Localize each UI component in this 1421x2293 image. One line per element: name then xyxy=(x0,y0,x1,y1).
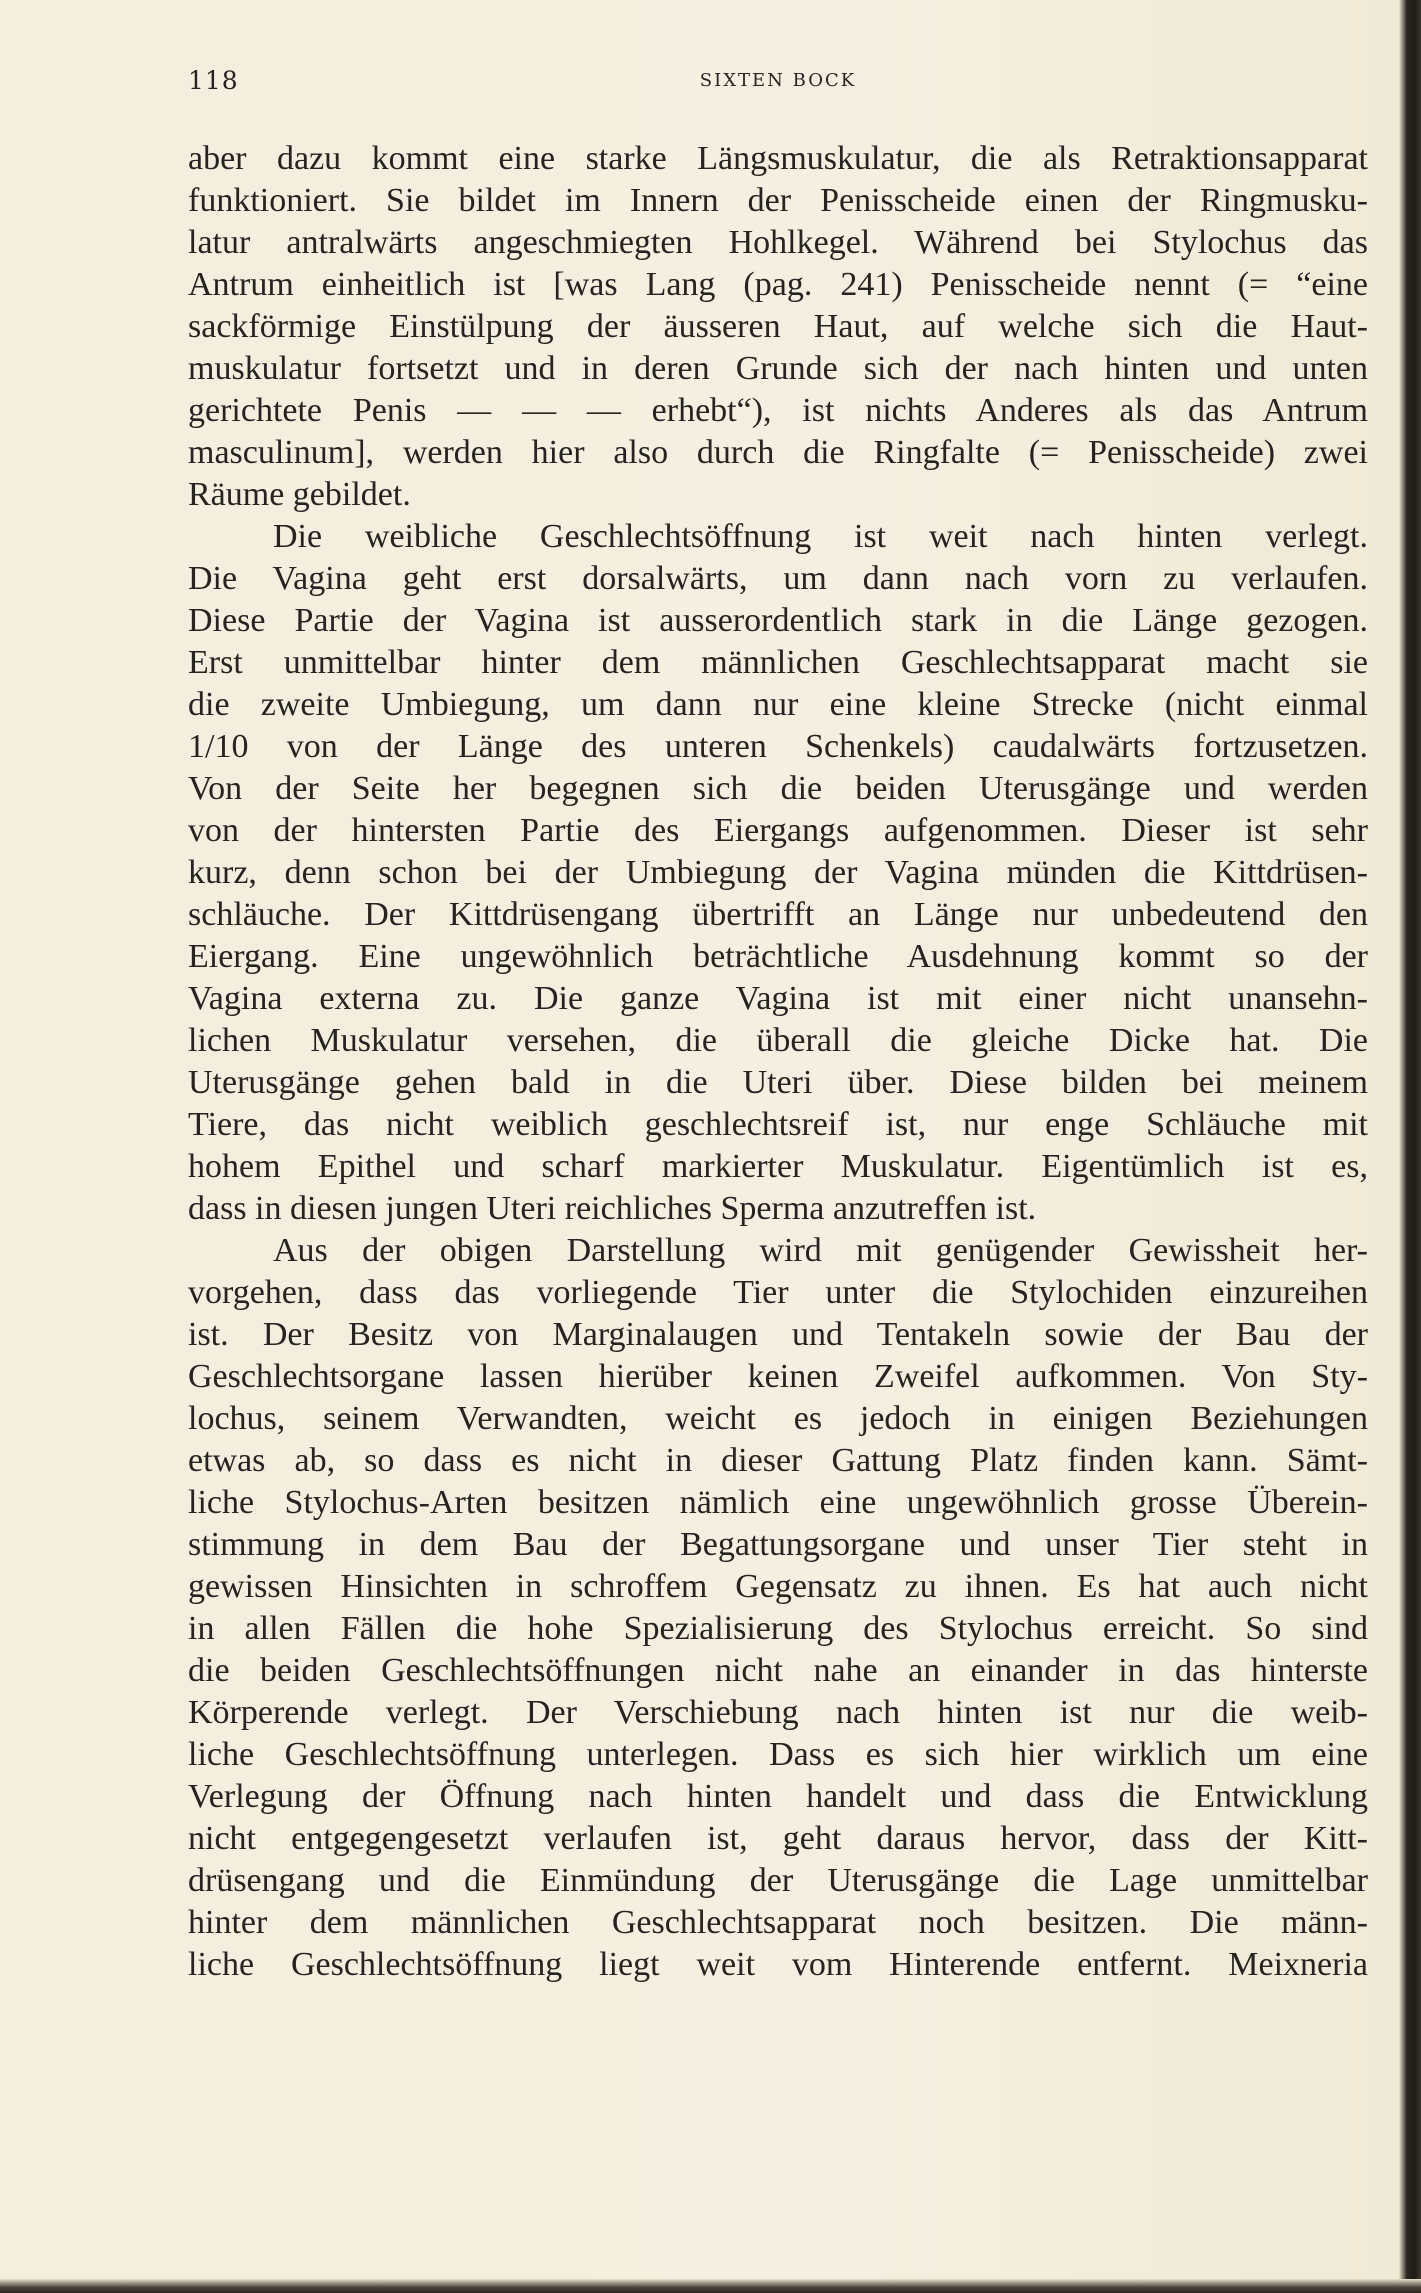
text-line: muskulatur fortsetzt und in deren Grunde sich der nach hinten und unten xyxy=(188,350,1368,387)
text-line: Uterusgänge gehen bald in die Uteri über. Diese bilden bei meinem xyxy=(188,1064,1368,1101)
page-bottom-edge xyxy=(0,2279,1421,2293)
text-line: stimmung in dem Bau der Begattungsorgane und unser Tier steht in xyxy=(188,1526,1368,1563)
running-head: SIXTEN BOCK xyxy=(699,70,857,91)
text-line: Diese Partie der Vagina ist ausserordentlich stark in die Länge gezogen. xyxy=(188,602,1368,639)
text-line: Von der Seite her begegnen sich die beiden Uterusgänge und werden xyxy=(188,770,1368,807)
body-text xyxy=(188,138,1368,1986)
text-line: latur antralwärts angeschmiegten Hohlkegel. Während bei Stylochus das xyxy=(188,224,1368,261)
text-line: Eiergang. Eine ungewöhnlich beträchtliche Ausdehnung kommt so der xyxy=(188,938,1368,975)
book-spine-shadow xyxy=(1399,0,1421,2293)
text-line: kurz, denn schon bei der Umbiegung der Vagina münden die Kittdrüsen- xyxy=(188,854,1368,891)
text-line: Tiere, das nicht weiblich geschlechtsreif ist, nur enge Schläuche mit xyxy=(188,1106,1368,1143)
paragraph-start-line: Aus der obigen Darstellung wird mit genügender Gewissheit her- xyxy=(273,1232,1368,1269)
text-line: Vagina externa zu. Die ganze Vagina ist mit einer nicht unansehn- xyxy=(188,980,1368,1017)
page-header xyxy=(188,66,1368,106)
text-line: sackförmige Einstülpung der äusseren Haut, auf welche sich die Haut- xyxy=(188,308,1368,345)
text-line: Antrum einheitlich ist [was Lang (pag. 241) Penisscheide nennt (= “eine xyxy=(188,266,1368,303)
text-line: schläuche. Der Kittdrüsengang übertrifft an Länge nur unbedeutend den xyxy=(188,896,1368,933)
text-line: die beiden Geschlechtsöffnungen nicht nahe an einander in das hinterste xyxy=(188,1652,1368,1689)
text-line: gewissen Hinsichten in schroffem Gegensatz zu ihnen. Es hat auch nicht xyxy=(188,1568,1368,1605)
text-line: Die Vagina geht erst dorsalwärts, um dann nach vorn zu verlaufen. xyxy=(188,560,1368,597)
text-line: Erst unmittelbar hinter dem männlichen Geschlechtsapparat macht sie xyxy=(188,644,1368,681)
text-line: etwas ab, so dass es nicht in dieser Gattung Platz finden kann. Sämt- xyxy=(188,1442,1368,1479)
text-line: nicht entgegengesetzt verlaufen ist, geht daraus hervor, dass der Kitt- xyxy=(188,1820,1368,1857)
text-line: gerichtete Penis — — — erhebt“), ist nichts Anderes als das Antrum xyxy=(188,392,1368,429)
text-line: lochus, seinem Verwandten, weicht es jedoch in einigen Beziehungen xyxy=(188,1400,1368,1437)
text-line: liche Geschlechtsöffnung liegt weit vom Hinterende entfernt. Meixneria xyxy=(188,1946,1368,1983)
text-line: liche Stylochus-Arten besitzen nämlich eine ungewöhnlich grosse Überein- xyxy=(188,1484,1368,1521)
text-line: 1/10 von der Länge des unteren Schenkels) caudalwärts fortzusetzen. xyxy=(188,728,1368,765)
text-line: lichen Muskulatur versehen, die überall die gleiche Dicke hat. Die xyxy=(188,1022,1368,1059)
text-line: hinter dem männlichen Geschlechtsapparat noch besitzen. Die männ- xyxy=(188,1904,1368,1941)
text-line: aber dazu kommt eine starke Längsmuskulatur, die als Retraktionsapparat xyxy=(188,140,1368,177)
text-line: drüsengang und die Einmündung der Uterusgänge die Lage unmittelbar xyxy=(188,1862,1368,1899)
text-line: Körperende verlegt. Der Verschiebung nach hinten ist nur die weib- xyxy=(188,1694,1368,1731)
text-line: die zweite Umbiegung, um dann nur eine kleine Strecke (nicht einmal xyxy=(188,686,1368,723)
text-line: Geschlechtsorgane lassen hierüber keinen Zweifel aufkommen. Von Sty- xyxy=(188,1358,1368,1395)
text-line: von der hintersten Partie des Eiergangs aufgenommen. Dieser ist sehr xyxy=(188,812,1368,849)
text-line: vorgehen, dass das vorliegende Tier unter die Stylochiden einzureihen xyxy=(188,1274,1368,1311)
text-line: in allen Fällen die hohe Spezialisierung des Stylochus erreicht. So sind xyxy=(188,1610,1368,1647)
paragraph-start-line: Die weibliche Geschlechtsöffnung ist weit nach hinten verlegt. xyxy=(273,518,1368,555)
text-line: Verlegung der Öffnung nach hinten handelt und dass die Entwicklung xyxy=(188,1778,1368,1815)
text-line: Räume gebildet. xyxy=(188,476,411,513)
text-line: liche Geschlechtsöffnung unterlegen. Dass es sich hier wirklich um eine xyxy=(188,1736,1368,1773)
page-number: 118 xyxy=(188,66,239,95)
text-line: ist. Der Besitz von Marginalaugen und Tentakeln sowie der Bau der xyxy=(188,1316,1368,1353)
text-line: funktioniert. Sie bildet im Innern der Penisscheide einen der Ringmusku- xyxy=(188,182,1368,219)
text-line: masculinum], werden hier also durch die Ringfalte (= Penisscheide) zwei xyxy=(188,434,1368,471)
text-line: hohem Epithel und scharf markierter Muskulatur. Eigentümlich ist es, xyxy=(188,1148,1368,1185)
text-line: dass in diesen jungen Uteri reichliches Sperma anzutreffen ist. xyxy=(188,1190,1037,1227)
